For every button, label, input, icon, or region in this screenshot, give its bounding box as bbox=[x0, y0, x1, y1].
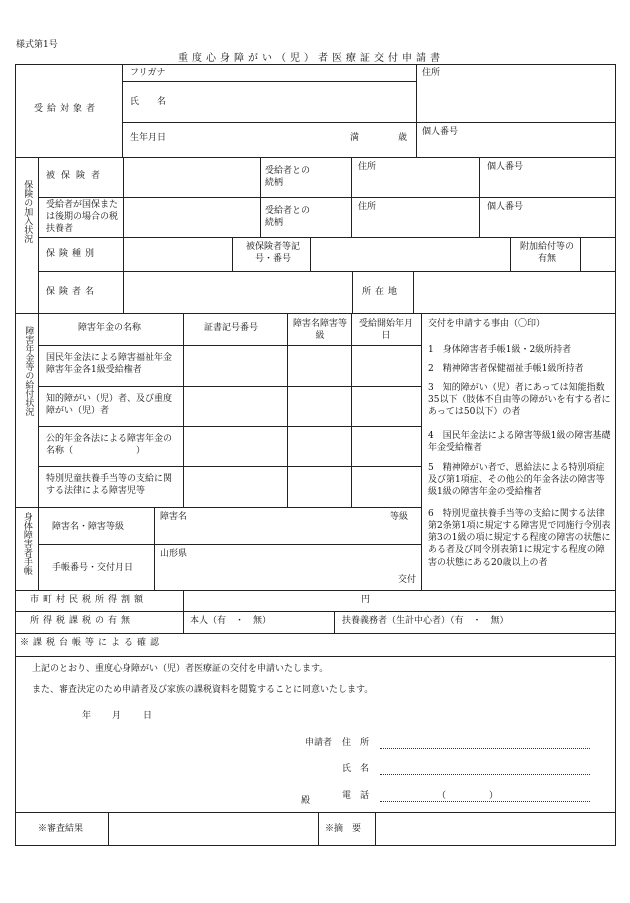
recipient-address-label: 住所 bbox=[422, 68, 441, 78]
pension-col-start: 受給開始年月日 bbox=[358, 319, 413, 342]
yen-unit: 円 bbox=[361, 595, 371, 605]
recipient-mynumber-label: 個人番号 bbox=[422, 127, 459, 137]
rule bbox=[352, 271, 353, 313]
applicant-name-label: 氏 名 bbox=[342, 764, 370, 774]
reason-5: 5 精神障がい者で、恩給法による特別項症及び第1項症、その他公的年金各法の障害等級1級の障害年金の受給権者 bbox=[428, 463, 605, 498]
rule bbox=[38, 386, 421, 387]
rule bbox=[108, 812, 109, 845]
addressee-suffix: 殿 bbox=[301, 796, 311, 806]
rule bbox=[15, 313, 615, 314]
rule bbox=[287, 313, 288, 507]
form-title: 重度心身障がい（児）者医療証交付申請書 bbox=[178, 53, 444, 64]
self-tax-label: 本人（有 ・ 無） bbox=[190, 616, 272, 626]
declaration-line-1: 上記のとおり、重度心身障がい（児）者医療証の交付を申請いたします。 bbox=[32, 664, 329, 674]
review-remarks-label: ※摘 要 bbox=[325, 824, 362, 834]
rule bbox=[416, 122, 615, 123]
income-ratio-label: 市町村民税所得割額 bbox=[30, 595, 148, 605]
insurer-location-label: 所在地 bbox=[362, 287, 402, 297]
rule bbox=[351, 157, 352, 237]
rule bbox=[318, 812, 319, 845]
reason-4: 4 国民年金法による障害等級1級の障害基礎年金受給権者 bbox=[428, 431, 611, 454]
rule bbox=[154, 507, 155, 590]
applicant-name-line[interactable] bbox=[380, 774, 590, 775]
birthdate-label: 生年月日 bbox=[130, 133, 167, 143]
pension-row-3: 公的年金各法による障害年金の名称（ ） bbox=[46, 434, 173, 457]
rule bbox=[351, 313, 352, 507]
insurance-section-label: 保険の加入状況 bbox=[22, 180, 33, 243]
insured-mynumber-label: 個人番号 bbox=[487, 162, 524, 172]
rule bbox=[615, 64, 616, 846]
insured-label: 被保険者 bbox=[46, 171, 107, 181]
insured-address-label: 住所 bbox=[358, 162, 377, 172]
rule bbox=[122, 122, 416, 123]
rule bbox=[334, 611, 335, 633]
pension-col-name: 障害年金の名称 bbox=[78, 323, 142, 333]
rule bbox=[38, 313, 39, 507]
recipient-section-label: 受給対象者 bbox=[34, 104, 100, 114]
handbook-section-label: 身体障害者手帳 bbox=[21, 512, 32, 575]
rule bbox=[38, 271, 615, 272]
applicant-label: 申請者 bbox=[305, 738, 333, 748]
pension-section-label: 障害年金等の給付状況 bbox=[23, 326, 34, 416]
rule bbox=[38, 544, 421, 545]
date-month: 月 bbox=[112, 711, 122, 721]
form-number: 様式第1号 bbox=[16, 40, 58, 50]
tax-payer-label: 受給者が国保または後期の場合の税扶養者 bbox=[46, 200, 119, 235]
reasons-header: 交付を申請する事由（〇印） bbox=[428, 319, 546, 329]
applicant-address-label: 住 所 bbox=[342, 738, 370, 748]
rule bbox=[15, 64, 615, 65]
phone-paren-close: ） bbox=[489, 791, 499, 801]
date-year: 年 bbox=[82, 711, 92, 721]
rule bbox=[416, 64, 417, 157]
reason-2: 2 精神障害者保健福祉手帳1級所持者 bbox=[428, 364, 584, 374]
rule bbox=[15, 656, 615, 657]
pension-row-4: 特別児童扶養手当等の支給に関する法律による障害児等 bbox=[46, 474, 173, 497]
rule bbox=[122, 64, 123, 157]
rule bbox=[122, 81, 416, 82]
rule bbox=[123, 157, 124, 313]
pension-col-cert: 証書記号番号 bbox=[204, 323, 259, 333]
insurer-name-label: 保険者名 bbox=[46, 287, 99, 297]
age-label: 満 bbox=[350, 133, 360, 143]
applicant-address-line[interactable] bbox=[380, 748, 590, 749]
symbol-number-label: 被保険者等記号・番号 bbox=[245, 242, 300, 265]
review-result-label: ※審査結果 bbox=[38, 824, 84, 834]
rule bbox=[375, 812, 376, 845]
rule bbox=[38, 197, 615, 198]
reason-6: 6 特別児童扶養手当等の支給に関する法律第2条第1項に規定する障害児で同施行令別表第3の1級の項に規定する程度の障害の状態にある者及び同令別表第1に規定する程度の障害の状態にある20歳以上の者 bbox=[428, 509, 611, 568]
rule bbox=[421, 313, 422, 590]
rule bbox=[183, 313, 184, 507]
relation-label-2: 受給者との続柄 bbox=[265, 206, 311, 229]
phone-paren-open: （ bbox=[437, 791, 447, 801]
rule bbox=[232, 237, 233, 271]
applicant-phone-label: 電 話 bbox=[342, 791, 370, 801]
reason-1: 1 身体障害者手帳1級・2級所持者 bbox=[428, 345, 572, 355]
rule bbox=[510, 237, 511, 271]
relation-label: 受給者との続柄 bbox=[265, 166, 311, 189]
rule bbox=[38, 157, 39, 313]
handbook-grade: 等級 bbox=[390, 512, 409, 522]
furigana-label: フリガナ bbox=[130, 68, 166, 78]
handbook-prefecture: 山形県 bbox=[160, 549, 188, 559]
tax-check-label: ※課税台帳等による確認 bbox=[20, 638, 164, 648]
handbook-disability-name: 障害名 bbox=[160, 512, 188, 522]
handbook-disability-label: 障害名・障害等級 bbox=[52, 522, 125, 532]
pension-row-1: 国民年金法による障害福祉年金障害年金各1級受給権者 bbox=[46, 353, 173, 376]
rule bbox=[38, 507, 39, 590]
rule bbox=[15, 812, 615, 813]
income-tax-label: 所得税課税の有無 bbox=[30, 616, 135, 626]
rule bbox=[38, 466, 421, 467]
name-label: 氏 名 bbox=[130, 97, 167, 107]
taxpayer-mynumber-label: 個人番号 bbox=[487, 202, 524, 212]
rule bbox=[580, 237, 581, 271]
applicant-phone-line[interactable] bbox=[380, 801, 590, 802]
pension-col-grade: 障害名障害等級 bbox=[293, 319, 348, 342]
rule bbox=[38, 426, 421, 427]
rule bbox=[15, 611, 615, 612]
handbook-number-label: 手帳番号・交付月日 bbox=[52, 563, 134, 573]
date-day: 日 bbox=[143, 711, 153, 721]
supporter-tax-label: 扶養義務者（生計中心者）（有 ・ 無） bbox=[342, 616, 509, 626]
rule bbox=[260, 157, 261, 237]
rule bbox=[15, 590, 615, 591]
handbook-issued: 交付 bbox=[398, 575, 417, 585]
reason-3: 3 知的障がい（児）者にあっては知能指数35以下（肢体不自由等の障がいを有する者にあっては50以下）の者 bbox=[428, 383, 611, 418]
rule bbox=[38, 237, 615, 238]
rule bbox=[479, 157, 480, 237]
taxpayer-address-label: 住所 bbox=[358, 202, 377, 212]
declaration-line-2: また、審査決定のため申請者及び家族の課税資料を閲覧することに同意いたします。 bbox=[32, 685, 374, 695]
additional-benefit-label: 附加給付等の有無 bbox=[519, 242, 574, 265]
rule bbox=[15, 157, 615, 158]
rule bbox=[15, 64, 16, 846]
rule bbox=[15, 507, 421, 508]
insurance-type-label: 保険種別 bbox=[46, 249, 99, 259]
rule bbox=[15, 633, 615, 634]
rule bbox=[38, 345, 421, 346]
age-unit: 歳 bbox=[398, 133, 408, 143]
rule bbox=[310, 237, 311, 271]
rule bbox=[413, 271, 414, 313]
rule bbox=[15, 845, 615, 846]
pension-row-2: 知的障がい（児）者、及び重度障がい（児）者 bbox=[46, 394, 173, 417]
